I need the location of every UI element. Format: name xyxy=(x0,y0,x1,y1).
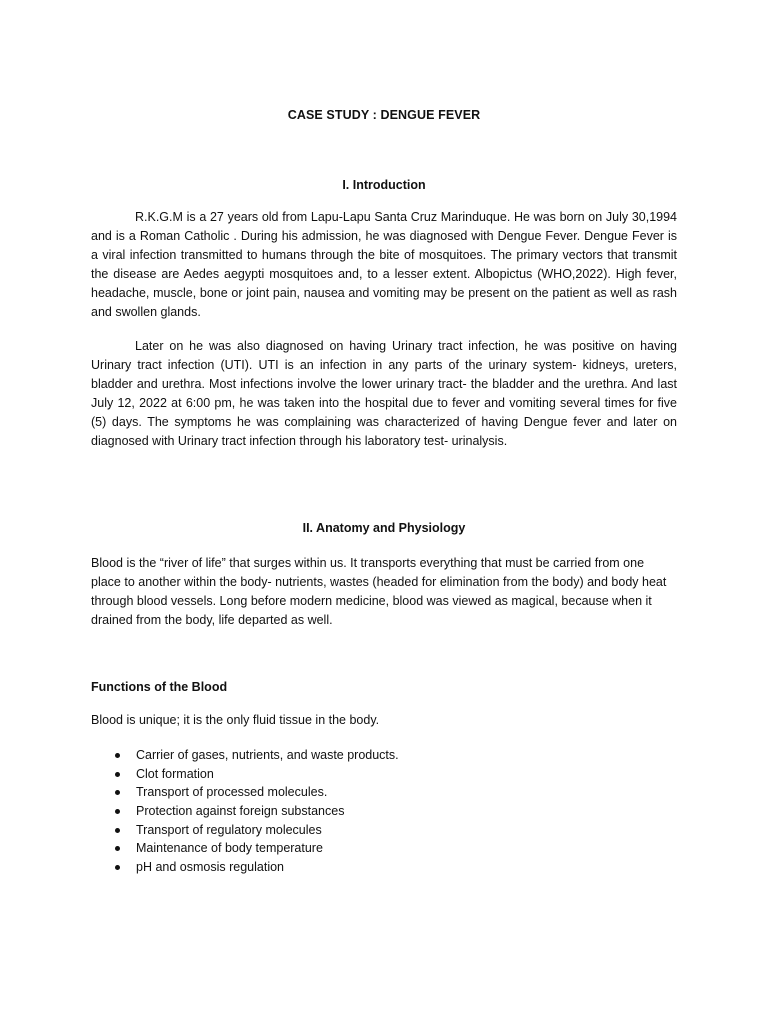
functions-list xyxy=(91,746,399,877)
list-item-text: Carrier of gases, nutrients, and waste products. xyxy=(136,748,399,762)
introduction-paragraph-2: Later on he was also diagnosed on having Urinary tract infection, he was positive on having Urinary tract infection (UTI). UTI is an infection in any parts of the urinary system- kidneys, ureters, bladder and urethra. Most infections involve the lower urinary tract- the bladder and the urethra. And last July 12, 2022 at 6:00 pm, he was taken into the hospital due to fever and vomiting several times for five (5) days. The symptoms he was complaining was characterized of having Dengue fever and later on diagnosed with Urinary tract infection through his laboratory test- urinalysis. xyxy=(91,339,677,448)
section-heading-anatomy: II. Anatomy and Physiology xyxy=(302,521,466,535)
list-item xyxy=(91,802,399,821)
list-item xyxy=(91,765,399,784)
bullet-icon xyxy=(115,790,120,795)
list-item xyxy=(91,821,399,840)
list-item xyxy=(91,746,399,765)
list-item-text: Maintenance of body temperature xyxy=(136,841,323,856)
bullet-icon xyxy=(115,753,120,758)
list-item-text: Transport of regulatory molecules xyxy=(136,822,322,837)
introduction-paragraph-1: R.K.G.M is a 27 years old from Lapu-Lapu Santa Cruz Marinduque. He was born on July 30,1994 and is a Roman Catholic . During his admission, he was diagnosed with Dengue Fever. Dengue Fever is a viral infection transmitted to humans through the bite of mosquitoes. The primary vectors that transmit the disease are Aedes aegypti mosquitoes and, to a lesser extent. Albopictus (WHO,2022). High fever, headache, muscle, bone or joint pain, nausea and vomiting may be present on the patient as well as rash and swollen glands. xyxy=(91,210,677,319)
functions-intro: Blood is unique; it is the only fluid tissue in the body. xyxy=(91,713,380,727)
bullet-icon xyxy=(115,865,120,870)
list-item-text: Clot formation xyxy=(136,766,214,781)
bullet-icon xyxy=(115,772,120,777)
bullet-icon xyxy=(115,809,120,814)
anatomy-paragraph: Blood is the “river of life” that surges within us. It transports everything that must be carried from one place to another within the body- nutrients, wastes (headed for elimination from the body) and body heat through blood vessels. Long before modern medicine, blood was viewed as magical, because when it drained from the body, life departed as well. xyxy=(91,556,667,627)
document-title: CASE STUDY : DENGUE FEVER xyxy=(287,108,481,122)
list-item-text: Protection against foreign substances xyxy=(136,804,345,819)
list-item xyxy=(91,783,399,802)
section-heading-introduction: I. Introduction xyxy=(342,178,426,192)
list-item-text: Transport of processed molecules. xyxy=(136,785,328,800)
list-item-text: pH and osmosis regulation xyxy=(136,860,284,875)
bullet-icon xyxy=(115,846,120,851)
functions-heading: Functions of the Blood xyxy=(91,680,228,694)
bullet-icon xyxy=(115,828,120,833)
list-item xyxy=(91,858,399,877)
list-item xyxy=(91,839,399,858)
